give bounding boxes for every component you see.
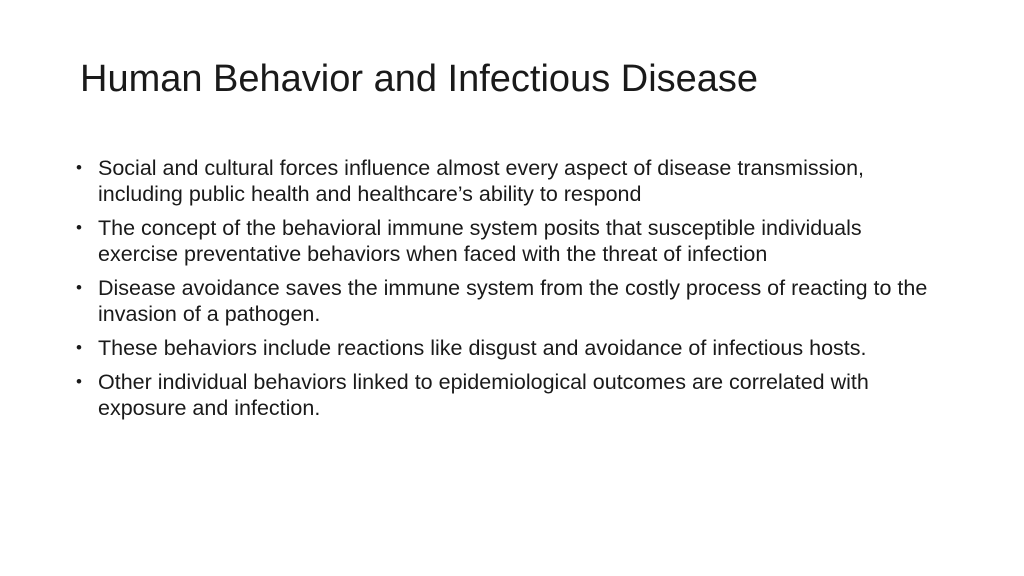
bullet-dot-icon: • [76, 278, 82, 297]
bullet-item [76, 215, 946, 267]
bullet-dot-icon: • [76, 372, 82, 391]
slide-title: Human Behavior and Infectious Disease [80, 58, 759, 100]
bullet-text: The concept of the behavioral immune system posits that susceptible individuals exercise preventative behaviors when faced with the threat of infection [98, 216, 862, 266]
bullet-dot-icon: • [76, 158, 82, 177]
bullet-text: Disease avoidance saves the immune system from the costly process of reacting to the invasion of a pathogen. [98, 276, 928, 326]
bullet-item [76, 275, 946, 327]
bullet-dot-icon: • [76, 218, 82, 237]
bullet-list [76, 155, 946, 429]
bullet-dot-icon: • [76, 338, 82, 357]
bullet-text: These behaviors include reactions like disgust and avoidance of infectious hosts. [98, 336, 867, 360]
bullet-item [76, 335, 946, 361]
bullet-item [76, 369, 946, 421]
bullet-item [76, 155, 946, 207]
bullet-text: Other individual behaviors linked to epidemiological outcomes are correlated with exposure and infection. [98, 370, 869, 420]
bullet-text: Social and cultural forces influence almost every aspect of disease transmission, including public health and healthcare’s ability to respond [98, 156, 865, 206]
